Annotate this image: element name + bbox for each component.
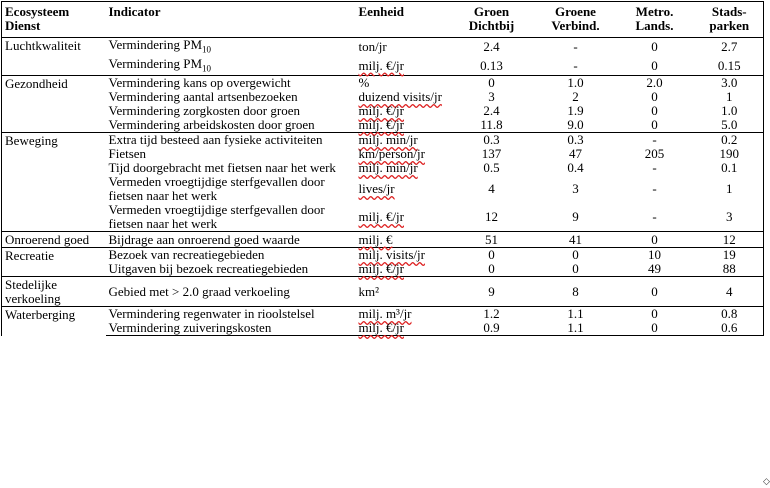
- groene-verbind-value: 0: [572, 261, 579, 277]
- header-metro-lands-line2: Lands.: [635, 18, 674, 33]
- indicator-cell: [106, 232, 356, 248]
- metro-lands-value: 2.0: [614, 76, 696, 91]
- eenheid-text: milj. €/jr: [358, 57, 404, 73]
- groene-verbind-value: 9: [572, 209, 579, 225]
- groene-verbind-value: 47: [569, 146, 582, 162]
- metro-lands-value: 205: [644, 146, 665, 162]
- table-header-row: [2, 2, 764, 38]
- metro-lands-value: 49: [648, 261, 661, 277]
- indicator-subscript: 10: [202, 63, 212, 74]
- groene-verbind-value: 41: [538, 232, 614, 248]
- groen-dichtbij-value: 1.2: [446, 307, 538, 322]
- eenheid-text: ton/jr: [358, 39, 387, 55]
- eenheid-cell: [356, 57, 446, 76]
- indicator-cell: [106, 262, 356, 277]
- table-row: [2, 133, 764, 148]
- indicator-cell: [106, 90, 356, 104]
- table-row: [2, 57, 764, 76]
- eenheid-text: milj. min/jr: [358, 132, 418, 148]
- eenheid-cell: [356, 203, 446, 232]
- indicator-cell: [106, 104, 356, 118]
- indicator-text: Vermeden vroegtijdige sterfgevallen door fietsen naar het werk: [108, 174, 325, 204]
- indicator-cell: [106, 57, 356, 76]
- metro-lands-value: 0: [614, 232, 696, 248]
- groene-verbind-value: 1.0: [538, 76, 614, 91]
- groen-dichtbij-value: 4: [488, 181, 495, 197]
- stadsparken-value: 3.0: [696, 76, 764, 91]
- indicator-text: Gebied met > 2.0 graad verkoeling: [108, 283, 290, 299]
- header-groen-dichtbij-line2: Dichtbij: [468, 18, 515, 33]
- indicator-cell: [106, 307, 356, 322]
- eenheid-text: milj. €/jr: [358, 103, 404, 119]
- table-row: [2, 104, 764, 118]
- metro-lands-value: 0: [614, 38, 696, 57]
- groen-dichtbij-value: 0.13: [480, 57, 503, 73]
- table-row: [2, 307, 764, 322]
- eenheid-cell: [356, 38, 446, 57]
- header-indicator: Indicator: [108, 4, 161, 19]
- groen-dichtbij-value: 0: [446, 248, 538, 263]
- header-groene-verbind-line1: Groene: [555, 4, 596, 19]
- eenheid-text: milj. €/jr: [358, 209, 404, 225]
- header-groene-verbind-line2: Verbind.: [551, 18, 600, 33]
- eenheid-cell: [356, 262, 446, 277]
- groen-dichtbij-value: 0.3: [446, 133, 538, 148]
- eenheid-text: milj. visits/jr: [358, 247, 425, 263]
- groen-dichtbij-value: 0.9: [446, 321, 538, 336]
- indicator-text: Vermindering arbeidskosten door groen: [108, 117, 315, 133]
- groene-verbind-value: -: [538, 38, 614, 57]
- header-metro-lands: [614, 2, 696, 38]
- indicator-cell: [106, 175, 356, 203]
- indicator-text: Vermeden vroegtijdige sterfgevallen door fietsen naar het werk: [108, 202, 325, 232]
- metro-lands-value: 0: [614, 277, 696, 307]
- indicator-cell: [106, 203, 356, 232]
- groen-dichtbij-value: 9: [446, 277, 538, 307]
- groene-verbind-value: -: [573, 57, 578, 73]
- stadsparken-value: 1: [696, 90, 764, 104]
- eenheid-cell: [356, 277, 446, 307]
- groene-verbind-value: 9.0: [567, 117, 584, 133]
- indicator-cell: [106, 76, 356, 91]
- indicator-text: Bezoek van recreatiegebieden: [108, 247, 265, 263]
- eenheid-text: lives/jr: [358, 181, 395, 197]
- header-eenheid: Eenheid: [358, 4, 405, 19]
- indicator-text: Extra tijd besteed aan fysieke activiteiten: [108, 132, 323, 148]
- eenheid-cell: [356, 90, 446, 104]
- table-row: [2, 321, 764, 336]
- metro-lands-value: -: [652, 160, 657, 176]
- groene-verbind-value: 1.9: [567, 103, 584, 119]
- metro-lands-value: 10: [614, 248, 696, 263]
- eenheid-cell: [356, 76, 446, 91]
- stadsparken-value: 0.2: [696, 133, 764, 148]
- eenheid-cell: [356, 307, 446, 322]
- indicator-text: Vermindering zorgkosten door groen: [108, 103, 300, 119]
- indicator-cell: [106, 133, 356, 148]
- end-of-cell-marker: ◇: [763, 477, 770, 487]
- stadsparken-value: 19: [696, 248, 764, 263]
- metro-lands-value: 0: [614, 321, 696, 336]
- header-groen-dichtbij: [446, 2, 538, 38]
- header-dienst-line2: Dienst: [5, 18, 41, 33]
- indicator-text: Vermindering regenwater in rioolstelsel: [108, 306, 315, 322]
- table-row: [2, 118, 764, 133]
- groene-verbind-value: 2: [572, 89, 579, 105]
- eenheid-cell: [356, 161, 446, 175]
- groene-verbind-value: 0.4: [567, 160, 584, 176]
- eenheid-cell: [356, 133, 446, 148]
- indicator-cell: [106, 248, 356, 263]
- indicator-text: Bijdrage aan onroerend goed waarde: [108, 231, 300, 247]
- groene-verbind-value: 8: [538, 277, 614, 307]
- indicator-cell: [106, 118, 356, 133]
- header-groen-dichtbij-line1: Groen: [473, 4, 510, 19]
- metro-lands-value: 0: [651, 57, 658, 73]
- indicator-text: Tijd doorgebracht met fietsen naar het werk: [108, 160, 336, 176]
- stadsparken-value: 0.6: [696, 321, 764, 336]
- stadsparken-value: 3: [696, 203, 764, 232]
- table-row: [2, 161, 764, 175]
- stadsparken-value: 0.8: [696, 307, 764, 322]
- eenheid-text: %: [358, 75, 370, 91]
- table-row: [2, 90, 764, 104]
- eenheid-text: milj. min/jr: [358, 160, 418, 176]
- groen-dichtbij-value: 3: [488, 89, 495, 105]
- header-dienst: [2, 2, 106, 38]
- table-row: [2, 147, 764, 161]
- groene-verbind-value: 3: [572, 181, 579, 197]
- groene-verbind-value: 1.1: [538, 321, 614, 336]
- table-row: [2, 76, 764, 91]
- indicator-text: Fietsen: [108, 146, 147, 162]
- header-stadsparken: [696, 2, 764, 38]
- table-row: [2, 38, 764, 57]
- groen-dichtbij-value: 0.5: [483, 160, 500, 176]
- dienst-cell: Onroerend goed: [2, 232, 106, 248]
- groen-dichtbij-value: 2.4: [446, 38, 538, 57]
- table-row: [2, 175, 764, 203]
- groen-dichtbij-value: 51: [446, 232, 538, 248]
- indicator-subscript: 10: [202, 44, 212, 55]
- eenheid-cell: [356, 248, 446, 263]
- indicator-text: Vermindering aantal artsenbezoeken: [108, 89, 298, 105]
- table-row: [2, 203, 764, 232]
- metro-lands-value: -: [614, 133, 696, 148]
- indicator-text: Vermindering PM: [108, 37, 203, 52]
- dienst-cell: Recreatie: [2, 248, 106, 277]
- ecosystem-services-table: [1, 1, 764, 336]
- eenheid-text: km²: [358, 283, 380, 299]
- dienst-cell: Stedelijke verkoeling: [2, 277, 106, 307]
- eenheid-text: duizend visits/jr: [358, 89, 442, 105]
- table-row: [2, 232, 764, 248]
- eenheid-cell: [356, 321, 446, 336]
- eenheid-cell: [356, 232, 446, 248]
- eenheid-cell: [356, 147, 446, 161]
- indicator-text: Vermindering kans op overgewicht: [108, 75, 291, 91]
- metro-lands-value: 0: [651, 103, 658, 119]
- groen-dichtbij-value: 0: [446, 76, 538, 91]
- groene-verbind-value: 0: [538, 248, 614, 263]
- indicator-cell: [106, 321, 356, 336]
- header-dienst-line1: Ecosysteem: [5, 4, 70, 19]
- metro-lands-value: -: [652, 209, 657, 225]
- stadsparken-value: 12: [696, 232, 764, 248]
- indicator-cell: [106, 161, 356, 175]
- groen-dichtbij-value: 12: [485, 209, 498, 225]
- indicator-cell: [106, 147, 356, 161]
- eenheid-text: milj. €/jr: [358, 117, 404, 133]
- stadsparken-value: 0.1: [696, 161, 764, 175]
- dienst-cell: Beweging: [2, 133, 106, 232]
- header-metro-lands-line1: Metro.: [635, 4, 674, 19]
- groen-dichtbij-value: 2.4: [483, 103, 500, 119]
- table-row: [2, 262, 764, 277]
- indicator-cell: [106, 38, 356, 57]
- groen-dichtbij-value: 11.8: [480, 117, 503, 133]
- stadsparken-value: 88: [696, 262, 764, 277]
- metro-lands-value: 0: [651, 117, 658, 133]
- stadsparken-value: 4: [696, 277, 764, 307]
- groene-verbind-value: 0.3: [538, 133, 614, 148]
- eenheid-text: milj. €: [358, 231, 393, 247]
- indicator-text: Vermindering PM: [108, 55, 203, 71]
- metro-lands-value: 0: [651, 89, 658, 105]
- indicator-text: Uitgaven bij bezoek recreatiegebieden: [108, 261, 309, 277]
- table-row: [2, 248, 764, 263]
- dienst-cell: Waterberging: [2, 307, 106, 336]
- eenheid-cell: [356, 175, 446, 203]
- eenheid-text: milj. €/jr: [358, 261, 404, 277]
- dienst-cell: Luchtkwaliteit: [2, 38, 106, 76]
- groen-dichtbij-value: 0: [488, 261, 495, 277]
- stadsparken-value: 190: [696, 147, 764, 161]
- header-groene-verbind: [538, 2, 614, 38]
- header-stadsparken-line1: Stads-: [711, 4, 747, 19]
- document-table-wrapper: [1, 1, 763, 336]
- eenheid-text: milj. €/jr: [358, 320, 404, 336]
- table-body: [2, 2, 764, 336]
- stadsparken-value: 5.0: [696, 118, 764, 133]
- table-row: [2, 277, 764, 307]
- header-stadsparken-line2: parken: [709, 18, 750, 33]
- metro-lands-value: -: [652, 181, 657, 197]
- eenheid-text: km/person/jr: [358, 146, 425, 162]
- groene-verbind-value: 1.1: [538, 307, 614, 322]
- eenheid-text: milj. m³/jr: [358, 306, 412, 322]
- stadsparken-value: 0.15: [696, 57, 764, 76]
- indicator-text: Vermindering zuiveringskosten: [108, 320, 272, 336]
- indicator-cell: [106, 277, 356, 307]
- eenheid-cell: [356, 118, 446, 133]
- eenheid-cell: [356, 104, 446, 118]
- groen-dichtbij-value: 137: [481, 146, 502, 162]
- stadsparken-value: 1.0: [696, 104, 764, 118]
- stadsparken-value: 2.7: [696, 38, 764, 57]
- metro-lands-value: 0: [614, 307, 696, 322]
- stadsparken-value: 1: [696, 175, 764, 203]
- dienst-cell: Gezondheid: [2, 76, 106, 133]
